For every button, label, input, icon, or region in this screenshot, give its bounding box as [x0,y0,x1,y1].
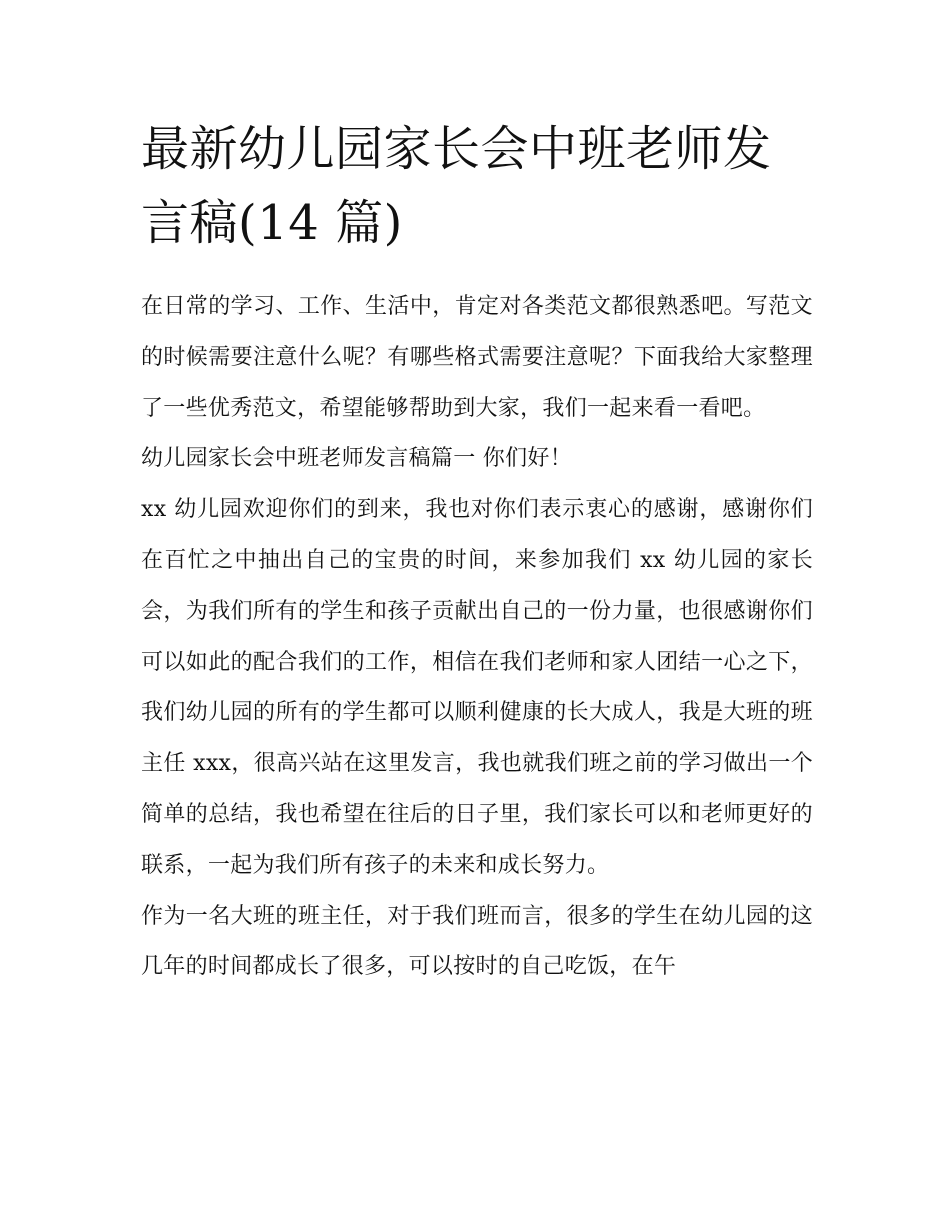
paragraph-class-summary: 作为一名大班的班主任，对于我们班而言，很多的学生在幼儿园的这几年的时间都成长了很多，可以按时的自己吃饭，在午 [141,903,813,980]
document-content [141,112,813,993]
paragraph-intro: 在日常的学习、工作、生活中，肯定对各类范文都很熟悉吧。写范文的时候需要注意什么呢？有哪些格式需要注意呢？下面我给大家整理了一些优秀范文，希望能够帮助到大家，我们一起来看一看吧。 [141,294,813,421]
paragraph-welcome: xx 幼儿园欢迎你们的到来，我也对你们表示衷心的感谢，感谢你们在百忙之中抽出自己的宝贵的时间，来参加我们 xx 幼儿园的家长会，为我们所有的学生和孩子贡献出自己的一份力量，也很感谢你们可以如此的配合我们的工作，相信在我们老师和家人团结一心之下，我们幼儿园的所有的学生都可以顺利健康的长大成人，我是大班的班主任 xxx，很高兴站在这里发言，我也就我们班之前的学习做出一个简单的总结，我也希望在往后的日子里，我们家长可以和老师更好的联系，一起为我们所有孩子的未来和成长努力。 [141,497,813,878]
paragraph-section-heading: 幼儿园家长会中班老师发言稿篇一 你们好！ [141,446,572,472]
document-title: 最新幼儿园家长会中班老师发言稿(14 篇) [141,121,772,251]
document-body [141,282,813,993]
